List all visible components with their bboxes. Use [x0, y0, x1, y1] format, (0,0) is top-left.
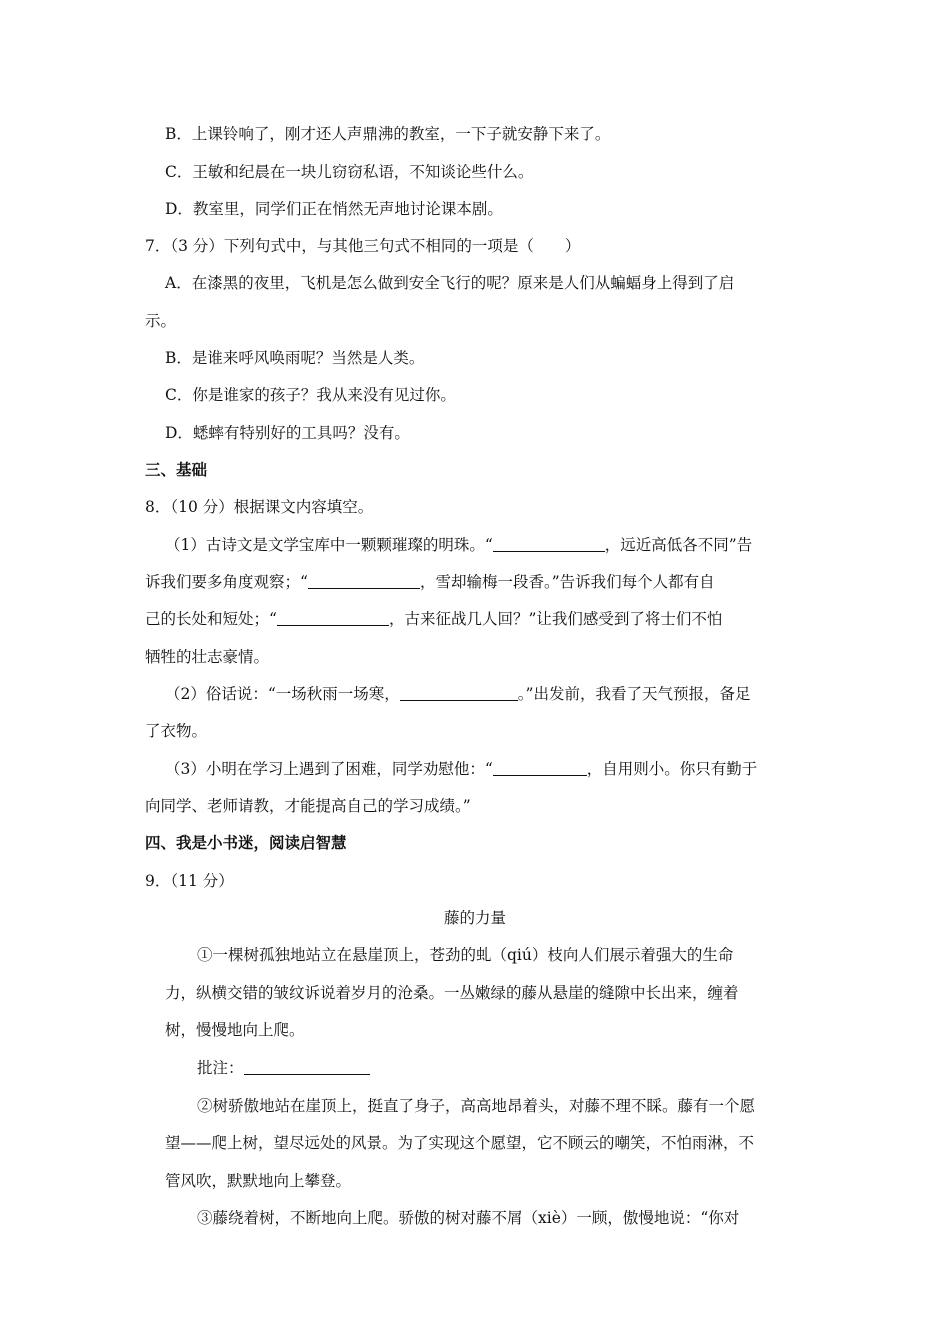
- q8-part3-line1: [165, 759, 757, 779]
- q8-text: 己的长处和短处；“: [145, 610, 277, 628]
- q8-part3-line2: 向同学、老师请教，才能提高自己的学习成绩。”: [145, 797, 471, 815]
- section-3-title: 三、基础: [145, 461, 208, 479]
- q6-option-c: C．王敏和纪晨在一块儿窃窃私语，不知谈论些什么。: [165, 163, 534, 181]
- q8-text: 诉我们要多角度观察；“: [145, 573, 308, 591]
- passage-para2-line1: ②树骄傲地站在崖顶上，挺直了身子，高高地昂着头，对藤不理不睬。藤有一个愿: [197, 1097, 756, 1115]
- q8-text: ，自用则小。你只有勤于: [586, 760, 758, 778]
- section-4-title: 四、我是小书迷，阅读启智慧: [145, 834, 347, 852]
- fill-in-blank[interactable]: [493, 759, 587, 776]
- fill-in-blank[interactable]: [493, 535, 605, 552]
- q8-text: ，雪却输梅一段香。”告诉我们每个人都有自: [419, 573, 715, 591]
- q8-part1-line1: [165, 535, 752, 555]
- q8-text: ，远近高低各不同”告: [604, 536, 753, 554]
- q6-option-d: D．教室里，同学们正在悄然无声地讨论课本剧。: [165, 200, 503, 218]
- passage-para1-line1: ①一棵树孤独地站立在悬崖顶上，苍劲的虬（qiú）枝向人们展示着强大的生命: [197, 946, 734, 964]
- q8-text: 。”出发前，我看了天气预报，备足: [517, 685, 751, 703]
- q8-text: ，古来征战几人回？”让我们感受到了将士们不怕: [388, 610, 723, 628]
- passage-para1-line2: 力，纵横交错的皱纹诉说着岁月的沧桑。一丛嫩绿的藤从悬崖的缝隙中长出来，缠着: [165, 984, 739, 1002]
- fill-in-blank[interactable]: [277, 609, 389, 626]
- q8-part1-line2: [145, 572, 715, 592]
- annotation-label: 批注：: [197, 1059, 244, 1077]
- q8-part1-line3: [145, 609, 722, 629]
- q7-option-c: C．你是谁家的孩子？我从来没有见过你。: [165, 386, 456, 404]
- q8-text: （2）俗话说：“一场秋雨一场寒，: [165, 685, 400, 703]
- passage-para2-line3: 管风吹，默默地向上攀登。: [165, 1172, 352, 1190]
- fill-in-blank[interactable]: [400, 684, 518, 701]
- annotation-line: [197, 1058, 370, 1078]
- passage-title: 藤的力量: [443, 909, 506, 927]
- q6-option-b: B．上课铃响了，刚才还人声鼎沸的教室，一下子就安静下来了。: [165, 125, 611, 143]
- q8-part2-line1: [165, 684, 750, 704]
- fill-in-blank[interactable]: [308, 572, 420, 589]
- q7-option-a-line2: 示。: [145, 312, 177, 330]
- q7-option-b: B．是谁来呼风唤雨呢？当然是人类。: [165, 349, 425, 367]
- q8-text: （1）古诗文是文学宝库中一颗颗璀璨的明珠。“: [165, 536, 493, 554]
- passage-para1-line3: 树，慢慢地向上爬。: [165, 1021, 305, 1039]
- q7-option-a-line1: A．在漆黑的夜里，飞机是怎么做到安全飞行的呢？原来是人们从蝙蝠身上得到了启: [165, 274, 735, 292]
- q8-part2-line2: 了衣物。: [145, 722, 208, 740]
- q9-stem: 9．（11 分）: [145, 872, 234, 890]
- q7-stem: 7．（3 分）下列句式中，与其他三句式不相同的一项是（ ）: [145, 237, 581, 255]
- passage-para2-line2: 望——爬上树，望尽远处的风景。为了实现这个愿望，它不顾云的嘲笑，不怕雨淋，不: [165, 1134, 755, 1152]
- q8-part1-line4: 牺牲的壮志豪情。: [145, 648, 270, 666]
- annotation-blank[interactable]: [244, 1058, 370, 1075]
- q7-option-d: D．蟋蟀有特别好的工具吗？没有。: [165, 424, 410, 442]
- passage-para3-line1: ③藤绕着树，不断地向上爬。骄傲的树对藤不屑（xiè）一顾，傲慢地说：“你对: [197, 1209, 740, 1227]
- q8-stem: 8．（10 分）根据课文内容填空。: [145, 498, 374, 516]
- q8-text: （3）小明在学习上遇到了困难，同学劝慰他：“: [165, 760, 493, 778]
